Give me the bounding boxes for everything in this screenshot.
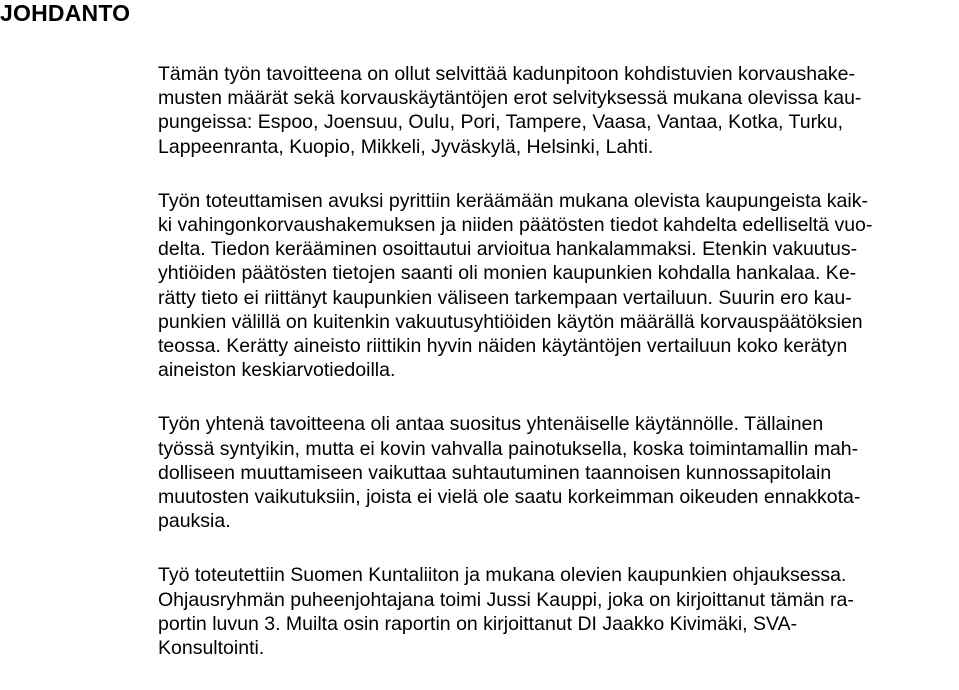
text-line: rätty tieto ei riittänyt kaupunkien väliseen tarkempaan vertailuun. Suurin ero kau-	[158, 286, 852, 309]
page-title: JOHDANTO	[0, 0, 131, 26]
text-line: dolliseen muuttamiseen vaikuttaa suhtautuminen taannoisen kunnossapitolain	[158, 461, 832, 484]
text-line: aineiston keskiarvotiedoilla.	[158, 359, 396, 382]
text-line: Työn toteuttamisen avuksi pyrittiin keräämään mukana olevista kaupungeista kaik-	[158, 189, 868, 212]
text-line: Ohjausryhmän puheenjohtajana toimi Jussi Kauppi, joka on kirjoittanut tämän ra-	[158, 588, 854, 611]
text-line: musten määrät sekä korvauskäytäntöjen erot selvityksessä mukana olevissa kau-	[158, 87, 862, 110]
text-line: muutosten vaikutuksiin, joista ei vielä ole saatu korkeimman oikeuden ennakkota-	[158, 486, 861, 509]
text-line: yhtiöiden päätösten tietojen saanti oli monien kaupunkien kohdalla hankalaa. Ke-	[158, 262, 857, 285]
paragraph-credits	[158, 563, 948, 660]
text-line: Lappeenranta, Kuopio, Mikkeli, Jyväskylä, Helsinki, Lahti.	[158, 135, 654, 158]
text-line: Konsultointi.	[158, 637, 265, 660]
paragraph-method	[158, 189, 948, 383]
text-line: pauksia.	[158, 510, 231, 533]
text-line: Työ toteutettiin Suomen Kuntaliiton ja mukana olevien kaupunkien ohjauksessa.	[158, 564, 847, 587]
paragraph-goal	[158, 62, 948, 159]
paragraph-recommendation	[158, 412, 948, 533]
text-line: teossa. Kerätty aineisto riittikin hyvin näiden käytäntöjen vertailuun koko kerätyn	[158, 335, 848, 358]
text-line: delta. Tiedon kerääminen osoittautui arvioitua hankalammaksi. Etenkin vakuutus-	[158, 238, 858, 261]
document-body	[158, 62, 948, 690]
text-line: pungeissa: Espoo, Joensuu, Oulu, Pori, Tampere, Vaasa, Vantaa, Kotka, Turku,	[158, 111, 844, 134]
text-line: portin luvun 3. Muilta osin raportin on kirjoittanut DI Jaakko Kivimäki, SVA-	[158, 612, 798, 635]
text-line: Tämän työn tavoitteena on ollut selvittää kadunpitoon kohdistuvien korvaushake-	[158, 63, 856, 85]
text-line: ki vahingonkorvaushakemuksen ja niiden päätösten tiedot kahdelta edelliseltä vuo-	[158, 214, 873, 237]
text-line: työssä syntyikin, mutta ei kovin vahvalla painotuksella, koska toimintamallin mah-	[158, 437, 859, 460]
text-line: Työn yhtenä tavoitteena oli antaa suositus yhtenäiselle käytännölle. Tällainen	[158, 413, 824, 436]
text-line: punkien välillä on kuitenkin vakuutusyhtiöiden käytön määrällä korvauspäätöksien	[158, 310, 863, 333]
